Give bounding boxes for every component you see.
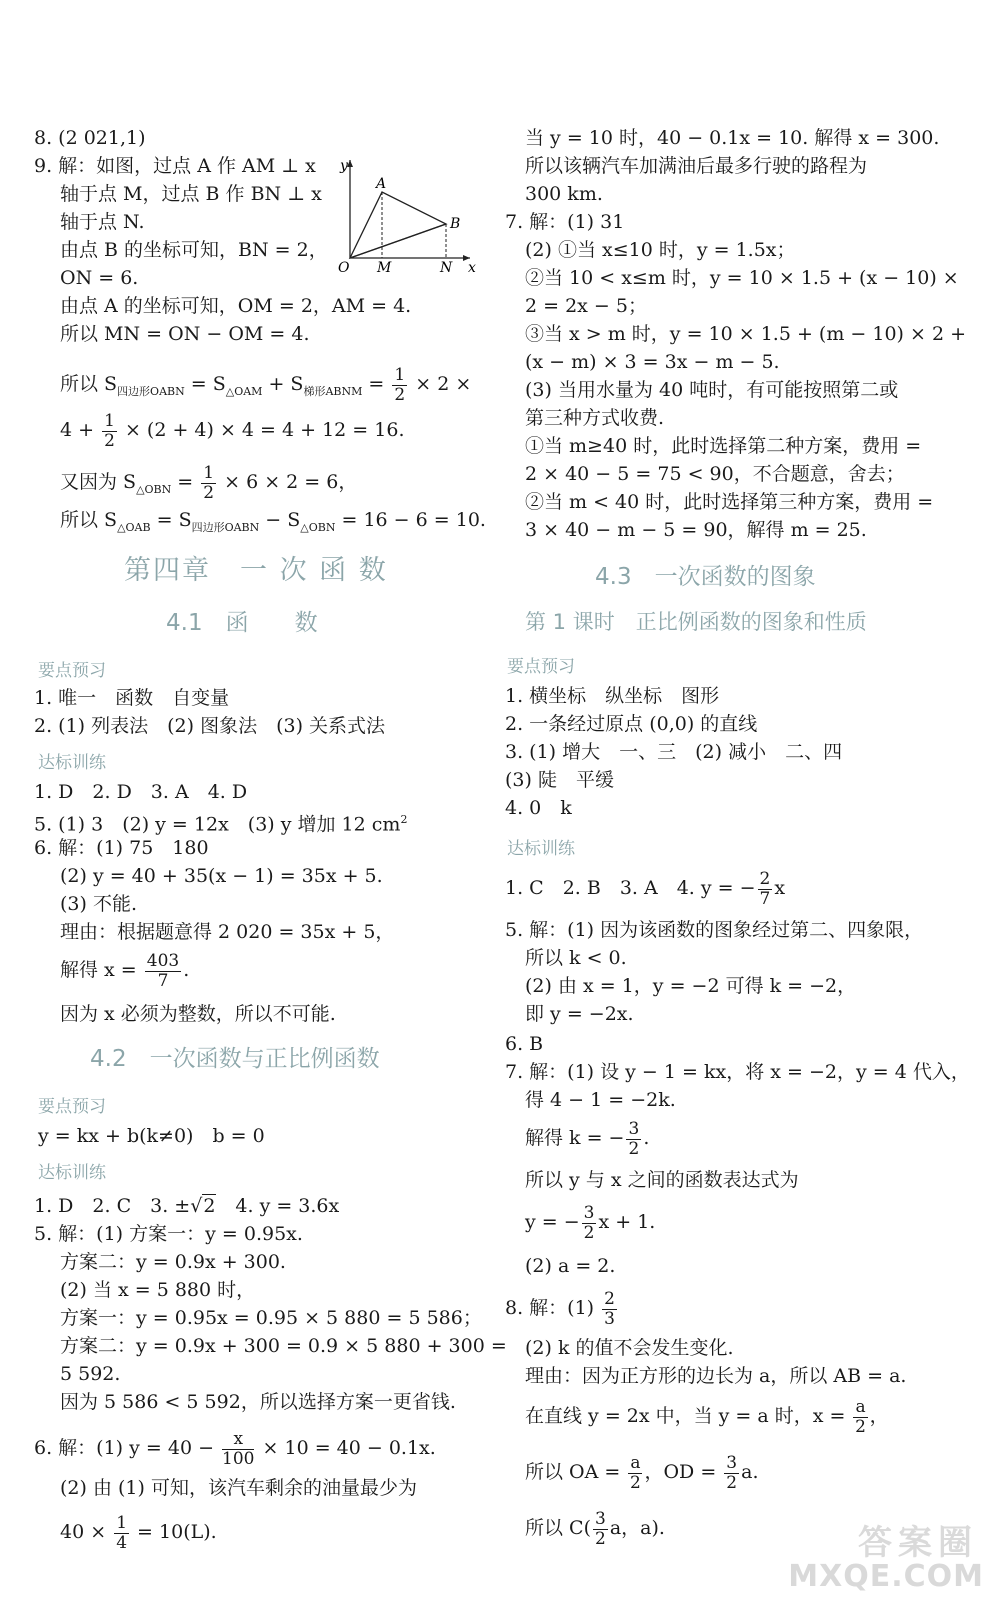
answer-line: 7. 解：(1) 设 y − 1 = kx，将 x = −2，y = 4 代入， — [505, 1061, 970, 1083]
answer-line: (3) 当用水量为 40 吨时，有可能按照第二或 — [525, 379, 899, 401]
answer-line: ③当 x > m 时，y = 10 × 1.5 + (m − 10) × 2 + — [525, 323, 966, 345]
fraction: $\frac{a}{2}$ — [855, 1396, 866, 1437]
area-formula-line: 4 + $\frac{1}{2}$ × (2 + 4) × 4 = 4 + 12 = 16. — [60, 410, 405, 451]
label-N: N — [440, 260, 453, 275]
answer-line: 理由：因为正方形的边长为 a，所以 AB = a. — [525, 1365, 907, 1387]
answer-line: 8. 解：(1) $\frac{2}{3}$ — [505, 1288, 615, 1329]
answer-line: 因为 x 必须为整数，所以不可能. — [60, 1003, 336, 1025]
answer-line: 6. B — [505, 1033, 544, 1055]
answer-line: (2) ①当 x≤10 时，y = 1.5x； — [525, 239, 796, 261]
subheading: 达标训练 — [507, 839, 575, 859]
answer-line: ②当 10 < x≤m 时，y = 10 × 1.5 + (x − 10) × — [525, 267, 959, 289]
answer-line: 1. 横坐标 纵坐标 图形 — [505, 685, 720, 707]
answer-line: 解得 x = $\frac{403}{7}$ . — [60, 950, 190, 991]
answer-line: (2) a = 2. — [525, 1255, 616, 1277]
answer-line: 9. 解：如图，过点 A 作 AM ⊥ x — [34, 155, 316, 177]
answer-line: 因为 5 586 < 5 592，所以选择方案一更省钱. — [60, 1391, 456, 1413]
label-A: A — [376, 176, 387, 192]
answer-line: 2. (1) 列表法 (2) 图象法 (3) 关系式法 — [34, 715, 386, 737]
answer-line: 5. 解：(1) 因为该函数的图象经过第二、四象限， — [505, 919, 924, 941]
fraction: $\frac{3}{2}$ — [628, 1118, 640, 1159]
answer-line: 方案二：y = 0.9x + 300 = 0.9 × 5 880 + 300 = — [60, 1335, 507, 1357]
answer-line: ②当 m < 40 时，此时选择第三种方案，费用 = — [525, 491, 934, 513]
subheading: 要点预习 — [507, 657, 575, 677]
answer-line: 6. 解：(1) 75 180 — [34, 837, 209, 859]
answer-line: 40 × $\frac{1}{4}$ = 10(L). — [60, 1512, 217, 1553]
answer-line: (x − m) × 3 = 3x − m − 5. — [525, 351, 780, 373]
label-O: O — [338, 260, 350, 275]
answer-line: 所以 OA = $\frac{a}{2}$ ，OD = $\frac{3}{2}$ a. — [525, 1452, 759, 1493]
fraction: $\frac{1}{4}$ — [116, 1512, 128, 1553]
answer-line: 所以 C( $\frac{3}{2}$ a，a). — [525, 1508, 665, 1549]
answer-line: 所以 k < 0. — [525, 947, 627, 969]
fraction: $\frac{1}{2}$ — [394, 364, 406, 405]
answer-line: 1. 唯一 函数 自变量 — [34, 687, 230, 709]
answer-line: 2. 一条经过原点 (0,0) 的直线 — [505, 713, 758, 735]
answer-line: 轴于点 N. — [60, 211, 145, 233]
answer-line: 8. (2 021,1) — [34, 127, 146, 149]
answer-line: ON = 6. — [60, 267, 139, 289]
answer-line: (2) 由 x = 1，y = −2 可得 k = −2， — [525, 975, 857, 997]
answer-line: 1. D 2. C 3. ±√2 4. y = 3.6x — [34, 1195, 340, 1217]
answer-line: 解得 k = − $\frac{3}{2}$ . — [525, 1118, 650, 1159]
answer-line: 轴于点 M，过点 B 作 BN ⊥ x — [60, 183, 322, 205]
answer-line: 第三种方式收费. — [525, 407, 665, 429]
answer-line: 由点 A 的坐标可知，OM = 2，AM = 4. — [60, 295, 412, 317]
answer-line: 得 4 − 1 = −2k. — [525, 1089, 676, 1111]
answer-line: 5. 解：(1) 方案一：y = 0.95x. — [34, 1223, 303, 1245]
subheading: 要点预习 — [38, 1097, 106, 1117]
answer-line: 6. 解：(1) y = 40 − $\frac{x}{100}$ × 10 = 40 − 0.1x. — [34, 1428, 436, 1469]
answer-line: (2) y = 40 + 35(x − 1) = 35x + 5. — [60, 865, 383, 887]
fraction: $\frac{x}{100}$ — [222, 1428, 255, 1469]
answer-line: 即 y = −2x. — [525, 1003, 634, 1025]
watermark-url: MXQE.COM — [788, 1559, 984, 1594]
fraction: $\frac{1}{2}$ — [203, 462, 215, 503]
answer-line: 所以 y 与 x 之间的函数表达式为 — [525, 1169, 799, 1191]
answer-line: y = kx + b(k≠0) b = 0 — [38, 1125, 265, 1147]
answer-line: (2) 由 (1) 可知，该汽车剩余的油量最少为 — [60, 1477, 417, 1499]
answer-line: y = − $\frac{3}{2}$ x + 1. — [525, 1202, 656, 1243]
area-formula-line: 所以 $S_{\triangle OAB} = S_{四边形OABN} - S_{\triangle OBN} = 16 - 6 = 10$. — [60, 509, 486, 534]
answer-line: 所以该辆汽车加满油后最多行驶的路程为 — [525, 155, 868, 177]
watermark-logo: 答案圈 — [858, 1523, 978, 1563]
fraction: $\frac{403}{7}$ — [146, 950, 180, 991]
answer-line: 3. (1) 增大 一、三 (2) 减小 二、四 — [505, 741, 843, 763]
answer-line: (2) k 的值不会发生变化. — [525, 1337, 734, 1359]
answer-line: 方案一：y = 0.95x = 0.95 × 5 880 = 5 586； — [60, 1307, 482, 1329]
subheading: 达标训练 — [38, 753, 106, 773]
answer-line: 1. C 2. B 3. A 4. y = − $\frac{2}{7}$ x — [505, 868, 786, 909]
lesson-title: 第 1 课时 正比例函数的图象和性质 — [525, 610, 867, 634]
answer-line: 5. (1) 3 (2) y = 12x (3) y 增加 12 $cm^2$ — [34, 813, 408, 836]
coordinate-figure — [330, 150, 480, 275]
triangle-OAB — [350, 192, 446, 258]
answer-line: (2) 当 x = 5 880 时， — [60, 1279, 256, 1301]
fraction: $\frac{2}{3}$ — [604, 1288, 615, 1329]
chapter-title: 第四章 一 次 函 数 — [124, 555, 388, 586]
answer-line: 所以 MN = ON − OM = 4. — [60, 323, 310, 345]
subheading: 要点预习 — [38, 661, 106, 681]
label-B: B — [450, 216, 461, 232]
fraction: $\frac{2}{7}$ — [759, 868, 771, 909]
answer-line: ①当 m≥40 时，此时选择第二种方案，费用 = — [525, 435, 922, 457]
area-formula-line: 又因为 $S_{\triangle OBN}$ = $\frac{1}{2}$ × 6 × 2 = 6， — [60, 462, 358, 503]
answer-line: 2 × 40 − 5 = 75 < 90，不合题意，舍去； — [525, 463, 905, 485]
answer-line: 5 592. — [60, 1363, 121, 1385]
section-title: 4.2 一次函数与正比例函数 — [90, 1046, 380, 1072]
answer-line: 理由：根据题意得 2 020 = 35x + 5， — [60, 921, 395, 943]
fraction: $\frac{3}{2}$ — [583, 1202, 595, 1243]
fraction: $\frac{3}{2}$ — [595, 1508, 606, 1549]
answer-line: 3 × 40 − m − 5 = 90，解得 m = 25. — [525, 519, 867, 541]
answer-line: 300 km. — [525, 183, 603, 205]
answer-line: (3) 不能. — [60, 893, 137, 915]
answer-line: 方案二：y = 0.9x + 300. — [60, 1251, 286, 1273]
label-M: M — [377, 260, 392, 275]
answer-line: 1. D 2. D 3. A 4. D — [34, 781, 248, 803]
answer-line: 2 = 2x − 5； — [525, 295, 647, 317]
answer-line: 由点 B 的坐标可知，BN = 2， — [60, 239, 328, 261]
fraction: $\frac{3}{2}$ — [726, 1452, 738, 1493]
answer-line: 在直线 y = 2x 中，当 y = a 时，x = $\frac{a}{2}$ ， — [525, 1396, 889, 1437]
answer-line: (3) 陡 平缓 — [505, 769, 614, 791]
subheading: 达标训练 — [38, 1163, 106, 1183]
area-formula-line: 所以 $S_{四边形OABN} = S_{\triangle OAM} + S_{梯形ABNM}$ = $\frac{1}{2}$ × 2 × — [60, 364, 472, 405]
fraction: $\frac{a}{2}$ — [630, 1452, 641, 1493]
answer-line: 4. 0 k — [505, 797, 572, 819]
section-title: 4.3 一次函数的图象 — [595, 564, 816, 590]
section-title: 4.1 函 数 — [166, 610, 318, 636]
label-x: x — [468, 260, 476, 275]
fraction: $\frac{1}{2}$ — [104, 410, 115, 451]
label-y: y — [340, 158, 348, 174]
answer-line: 7. 解：(1) 31 — [505, 211, 625, 233]
answer-line: 当 y = 10 时，40 − 0.1x = 10. 解得 x = 300. — [525, 127, 940, 149]
